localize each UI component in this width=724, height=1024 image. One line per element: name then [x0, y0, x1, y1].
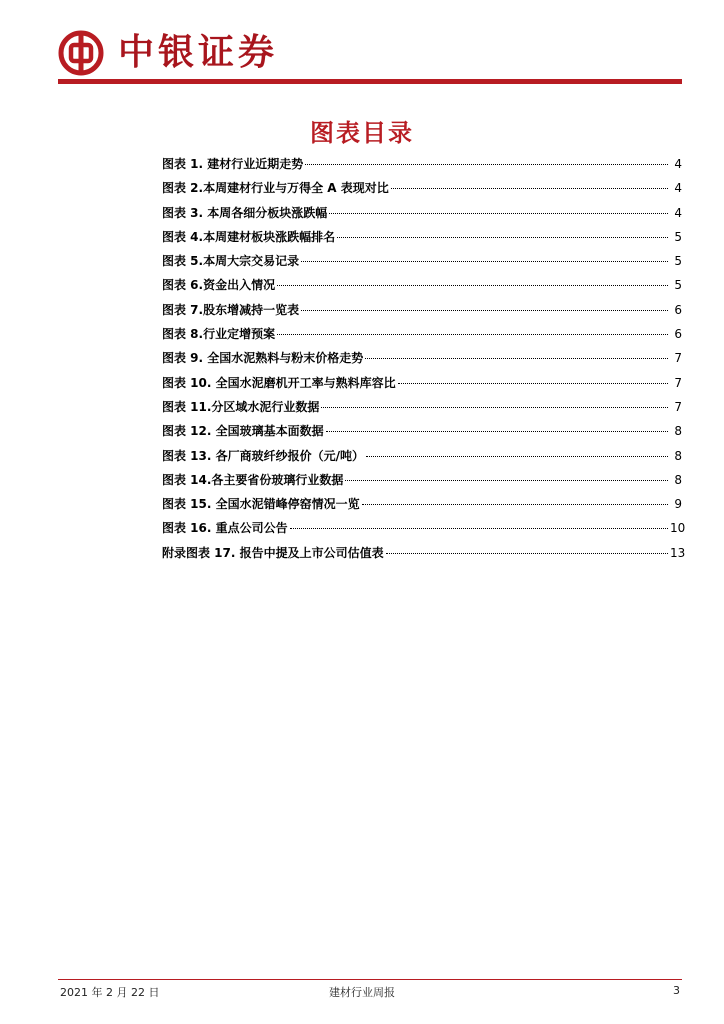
toc-leader-dots — [329, 213, 668, 214]
toc-entry[interactable] — [162, 471, 682, 495]
toc-entry-page: 13 — [670, 545, 686, 560]
bank-of-china-logo-icon — [58, 30, 104, 76]
toc-entry-label: 图表 1. 建材行业近期走势 — [162, 157, 304, 171]
toc-title: 图表目录 — [310, 119, 414, 147]
toc-entry-page: 4 — [674, 181, 682, 196]
footer-page-number: 3 — [673, 984, 680, 997]
toc-leader-dots — [277, 334, 668, 335]
toc-entry-label: 图表 10. 全国水泥磨机开工率与熟料库容比 — [162, 375, 396, 390]
toc-entry-page: 7 — [674, 399, 682, 414]
toc-leader-dots — [362, 504, 668, 505]
toc-entry[interactable] — [162, 179, 682, 203]
toc-entry[interactable] — [162, 349, 682, 373]
page-header — [58, 28, 682, 78]
toc-entry-page: 9 — [674, 497, 682, 512]
toc-leader-dots — [386, 553, 668, 554]
toc-entry-label: 图表 12. 全国玻璃基本面数据 — [162, 424, 324, 439]
toc-leader-dots — [301, 261, 668, 262]
toc-leader-dots — [398, 383, 668, 384]
toc-leader-dots — [321, 407, 668, 408]
toc-entry[interactable] — [162, 252, 682, 276]
toc-entry-page: 6 — [674, 327, 682, 342]
toc-entry[interactable] — [162, 422, 682, 446]
toc-leader-dots — [366, 456, 668, 457]
toc-entry[interactable] — [162, 398, 682, 422]
toc-leader-dots — [326, 431, 668, 432]
table-of-figures — [162, 155, 686, 568]
toc-entry[interactable] — [162, 204, 682, 228]
toc-entry-label: 图表 4.本周建材板块涨跌幅排名 — [162, 229, 336, 244]
toc-entry[interactable] — [162, 155, 682, 179]
toc-entry-page: 5 — [674, 278, 682, 293]
toc-entry-page: 8 — [674, 448, 682, 463]
toc-leader-dots — [301, 310, 668, 311]
toc-leader-dots — [391, 188, 668, 189]
footer-report-name: 建材行业周报 — [329, 986, 395, 999]
toc-entry[interactable] — [162, 374, 682, 398]
toc-entry-label: 图表 7.股东增减持一览表 — [162, 302, 300, 317]
toc-entry-label: 图表 11.分区域水泥行业数据 — [162, 399, 320, 414]
toc-entry-page: 5 — [674, 254, 682, 269]
toc-entry-page: 4 — [674, 205, 682, 220]
brand-name: 中银证券 — [118, 31, 279, 73]
toc-entry-label: 图表 2.本周建材行业与万得全 A 表现对比 — [162, 181, 389, 196]
toc-entry-label: 图表 13. 各厂商玻纤纱报价（元/吨） — [162, 448, 364, 463]
toc-entry[interactable] — [162, 301, 682, 325]
toc-entry-label: 图表 8.行业定增预案 — [162, 327, 276, 342]
toc-entry[interactable] — [162, 495, 682, 519]
toc-leader-dots — [365, 358, 668, 359]
toc-entry[interactable] — [162, 228, 682, 252]
toc-leader-dots — [277, 285, 668, 286]
toc-entry[interactable] — [162, 276, 682, 300]
toc-entry[interactable] — [162, 519, 686, 543]
toc-entry-page: 7 — [674, 351, 682, 366]
toc-entry-label: 图表 15. 全国水泥错峰停窑情况一览 — [162, 497, 360, 512]
toc-entry-page: 6 — [674, 302, 682, 317]
toc-entry-label: 图表 5.本周大宗交易记录 — [162, 254, 300, 269]
toc-entry-label: 图表 14.各主要省份玻璃行业数据 — [162, 472, 344, 487]
toc-entry-label: 图表 16. 重点公司公告 — [162, 521, 288, 536]
toc-entry-page: 10 — [670, 521, 686, 536]
toc-leader-dots — [305, 164, 668, 165]
toc-entry-label: 图表 3. 本周各细分板块涨跌幅 — [162, 205, 328, 220]
toc-entry[interactable] — [162, 325, 682, 349]
toc-entry-label: 图表 6.资金出入情况 — [162, 278, 276, 293]
toc-entry[interactable] — [162, 447, 682, 471]
toc-leader-dots — [337, 237, 668, 238]
toc-entry-label: 附录图表 17. 报告中提及上市公司估值表 — [162, 545, 384, 560]
toc-entry-page: 7 — [674, 375, 682, 390]
toc-leader-dots — [345, 480, 668, 481]
toc-entry-page: 8 — [674, 424, 682, 439]
toc-entry-page: 8 — [674, 472, 682, 487]
header-divider — [58, 79, 682, 84]
footer-divider — [58, 979, 682, 980]
toc-entry-page: 5 — [674, 229, 682, 244]
toc-entry-label: 图表 9. 全国水泥熟料与粉末价格走势 — [162, 351, 364, 366]
footer-date: 2021 年 2 月 22 日 — [60, 986, 160, 999]
toc-leader-dots — [290, 528, 668, 529]
toc-entry-page: 4 — [674, 157, 682, 171]
toc-entry[interactable] — [162, 544, 686, 568]
